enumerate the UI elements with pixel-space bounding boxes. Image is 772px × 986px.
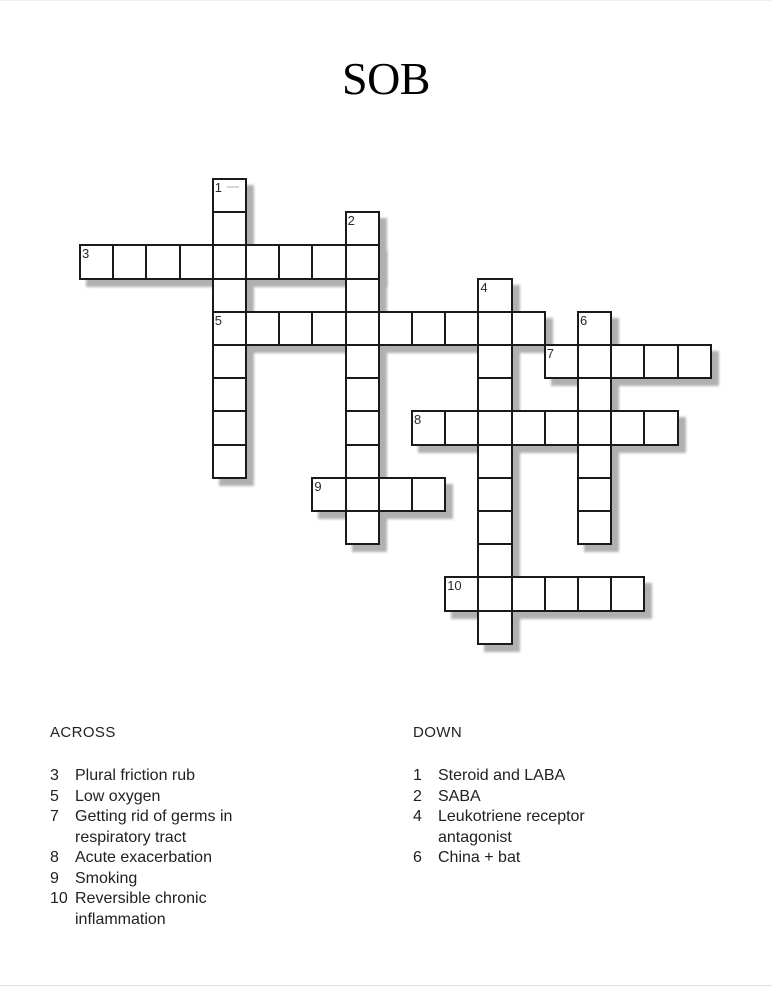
cell-7-3[interactable]: [610, 344, 645, 379]
cell-2-10[interactable]: [345, 510, 380, 545]
cell-8-5[interactable]: [544, 410, 579, 445]
cell-1-2[interactable]: [212, 211, 247, 246]
clue-text: China + bat: [438, 849, 521, 866]
cell-5-2[interactable]: [245, 311, 280, 346]
cell-5-10[interactable]: [511, 311, 546, 346]
clue-text: Acute exacerbation: [75, 849, 212, 866]
cell-3-2[interactable]: [112, 244, 147, 279]
down-clue-list: [413, 766, 628, 869]
down-clues-section: [413, 724, 628, 869]
clue-text: Getting rid of germs in respiratory tract: [75, 808, 233, 846]
clue-row-across-7: [50, 807, 265, 848]
across-clue-list: [50, 766, 265, 930]
cell-6-6[interactable]: [577, 477, 612, 512]
cell-number-7: 7: [546, 346, 555, 361]
clue-number: 6: [413, 849, 422, 866]
clue-number: 2: [413, 787, 422, 805]
clue-text: Plural friction rub: [75, 767, 196, 784]
clue-row-down-2: [413, 787, 628, 808]
cell-1-8[interactable]: [212, 410, 247, 445]
cell-1-6[interactable]: [212, 344, 247, 379]
clue-number: 10: [50, 890, 68, 907]
cell-3-8[interactable]: [311, 244, 346, 279]
cell-2-8[interactable]: [345, 444, 380, 479]
cell-number-3: 3: [82, 246, 90, 262]
cell-8-3[interactable]: [477, 410, 512, 445]
clue-row-across-5: [50, 787, 265, 808]
cell-6-5[interactable]: [577, 444, 612, 479]
cell-4-6[interactable]: [477, 444, 512, 479]
clue-number: 3: [50, 767, 59, 784]
cell-5-4[interactable]: [311, 311, 346, 346]
cell-1-7[interactable]: [212, 377, 247, 412]
clue-text: Smoking: [75, 869, 138, 887]
cell-5-8[interactable]: [444, 311, 479, 346]
entry-10-across: [444, 576, 645, 611]
entry-5-across: [212, 311, 546, 346]
clue-row-across-9: [50, 869, 265, 890]
clue-number: 4: [413, 808, 422, 825]
cell-3-3[interactable]: [145, 244, 180, 279]
faint-dash-artifact: [227, 186, 239, 188]
cell-5-6[interactable]: [378, 311, 413, 346]
puzzle-title: SOB: [342, 53, 430, 104]
clue-number: 9: [50, 869, 59, 887]
cell-4-11[interactable]: [477, 610, 512, 645]
cell-9-4[interactable]: [411, 477, 446, 512]
cell-5-9[interactable]: [477, 311, 512, 346]
cell-5-5[interactable]: [345, 311, 380, 346]
cell-8-4[interactable]: [511, 410, 546, 445]
clue-row-across-10: [50, 889, 265, 930]
clue-number: 7: [50, 808, 59, 825]
cell-8-2[interactable]: [444, 410, 479, 445]
cell-7-5[interactable]: [677, 344, 712, 379]
cell-4-3[interactable]: [477, 344, 512, 379]
cell-10-2[interactable]: [477, 576, 512, 611]
cell-3-6[interactable]: [245, 244, 280, 279]
cell-4-8[interactable]: [477, 510, 512, 545]
clue-text: Low oxygen: [75, 787, 161, 805]
clue-text: Reversible chronic inflammation: [75, 890, 207, 928]
cell-number-1: 1: [214, 180, 223, 195]
clue-row-down-4: [413, 807, 628, 848]
clue-number: 1: [413, 767, 422, 784]
clue-row-down-6: [413, 848, 628, 869]
cell-4-4[interactable]: [477, 377, 512, 412]
cell-8-6[interactable]: [577, 410, 612, 445]
cell-4-9[interactable]: [477, 543, 512, 578]
cell-1-9[interactable]: [212, 444, 247, 479]
cell-1-4[interactable]: [212, 278, 247, 313]
down-header: DOWN: [413, 724, 463, 741]
clue-text: Leukotriene receptor antagonist: [438, 808, 585, 846]
cell-7-2[interactable]: [577, 344, 612, 379]
cell-10-3[interactable]: [511, 576, 546, 611]
cell-7-4[interactable]: [643, 344, 678, 379]
cell-4-7[interactable]: [477, 477, 512, 512]
cell-3-4[interactable]: [179, 244, 214, 279]
clue-text: SABA: [438, 787, 481, 805]
clue-text: Steroid and LABA: [438, 767, 566, 784]
cell-10-4[interactable]: [544, 576, 579, 611]
clue-number: 8: [50, 849, 59, 866]
cell-number-10: 10: [447, 578, 462, 594]
clue-row-down-1: [413, 766, 628, 787]
cell-2-5[interactable]: [345, 344, 380, 379]
cell-10-5[interactable]: [577, 576, 612, 611]
cell-number-4: 4: [480, 279, 488, 295]
cell-8-8[interactable]: [643, 410, 678, 445]
across-header: ACROSS: [50, 724, 116, 741]
entry-7-across: [544, 344, 712, 379]
cell-9-2[interactable]: [345, 477, 380, 512]
clue-row-across-3: [50, 766, 265, 787]
cell-5-3[interactable]: [278, 311, 313, 346]
clue-row-across-8: [50, 848, 265, 869]
cell-3-5[interactable]: [212, 244, 247, 279]
clue-number: 5: [50, 787, 59, 805]
entry-9-across: [311, 477, 446, 512]
cell-2-6[interactable]: [345, 377, 380, 412]
cell-3-7[interactable]: [278, 244, 313, 279]
cell-2-7[interactable]: [345, 410, 380, 445]
cell-number-5: 5: [214, 312, 223, 328]
cell-2-3[interactable]: [345, 278, 380, 313]
cell-6-7[interactable]: [577, 510, 612, 545]
entry-8-across: [411, 410, 679, 445]
cell-9-3[interactable]: [378, 477, 413, 512]
cell-5-7[interactable]: [411, 311, 446, 346]
cell-10-6[interactable]: [610, 576, 645, 611]
cell-number-9: 9: [314, 478, 322, 494]
cell-number-8: 8: [414, 412, 422, 428]
entry-3-across: [79, 244, 380, 279]
across-clues-section: [50, 724, 265, 930]
cell-3-9[interactable]: [345, 244, 380, 279]
cell-8-7[interactable]: [610, 410, 645, 445]
cell-number-6: 6: [580, 312, 588, 328]
cell-6-3[interactable]: [577, 377, 612, 412]
cell-number-2: 2: [347, 213, 355, 229]
